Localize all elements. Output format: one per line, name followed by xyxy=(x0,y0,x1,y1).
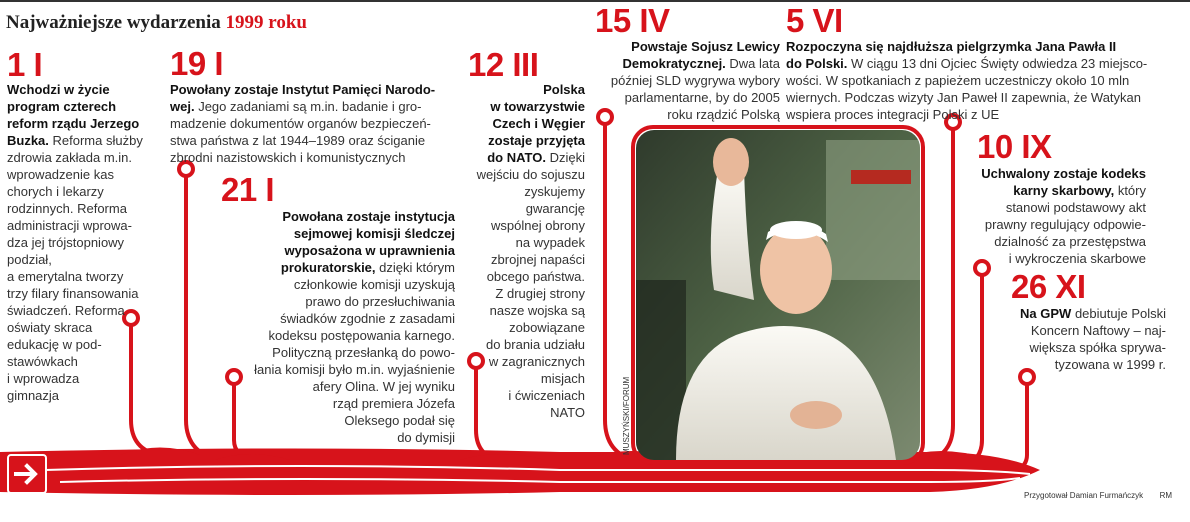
event-line-bold: Powołany zostaje Instytut Pamięci Narodo- xyxy=(170,82,436,97)
event-line xyxy=(7,387,157,404)
event-line-text: tyzowana w 1999 r. xyxy=(1054,357,1166,372)
event-line xyxy=(455,149,585,166)
event-line-text: świadczeń. Reforma xyxy=(7,303,125,318)
event-line-bold: Powołana zostaje instytucja xyxy=(282,209,455,224)
event-line xyxy=(7,319,157,336)
event-line xyxy=(210,259,455,276)
pope-photo xyxy=(636,130,920,460)
event-line-text: administracji wprowa- xyxy=(7,218,132,233)
event-line-text: Oleksego podał się xyxy=(344,413,455,428)
event-line-text: stawówkach xyxy=(7,354,78,369)
event-line-text: większa spółka sprywa- xyxy=(1029,340,1166,355)
event-line xyxy=(7,200,157,217)
event-line xyxy=(455,353,585,370)
event-line-bold: Czech i Węgier xyxy=(492,116,585,131)
event-line-bold: sejmowej komisji śledczej xyxy=(293,226,455,241)
event-line-bold: reform rządu Jerzego xyxy=(7,116,140,131)
event-line-bold: do Polski. xyxy=(786,56,848,71)
footer xyxy=(1024,491,1172,500)
event-line-text: zbrodni nazistowskich i komunistycznych xyxy=(170,150,406,165)
event-line xyxy=(210,378,455,395)
event-line xyxy=(1000,322,1166,339)
event-line-text: Koncern Naftowy – naj- xyxy=(1030,323,1166,338)
event-line-bold: Uchwalony zostaje kodeks xyxy=(981,166,1146,181)
event-line-bold: prokuratorskie, xyxy=(280,260,376,275)
event-line xyxy=(590,55,780,72)
event-line xyxy=(786,72,1156,89)
event-line xyxy=(786,38,1156,55)
event-line xyxy=(7,81,157,98)
event-line-text: gwarancję xyxy=(525,201,585,216)
arrow-box xyxy=(7,454,47,494)
event-line xyxy=(7,217,157,234)
event-line-bold: karny skarbowy, xyxy=(1013,183,1115,198)
event-line-text: stanowi podstawowy akt xyxy=(1005,200,1146,215)
event-line xyxy=(786,106,1156,123)
event-line-bold: Polska xyxy=(543,82,585,97)
event-text-5-vi xyxy=(786,38,1156,123)
event-line-text: członkowie komisji uzyskują xyxy=(293,277,455,292)
event-line-text: trzy filary finansowania xyxy=(7,286,139,301)
event-line xyxy=(7,98,157,115)
event-line-text: Dwa lata xyxy=(725,56,780,71)
arrow-right-icon xyxy=(7,454,47,494)
event-line-text: i ćwiczeniach xyxy=(508,388,585,403)
event-text-19-i xyxy=(170,81,470,166)
event-line-text: zobowiązane xyxy=(509,320,585,335)
event-line xyxy=(455,200,585,217)
event-line xyxy=(590,89,780,106)
title-main: Najważniejsze wydarzenia xyxy=(6,12,221,33)
event-line-text: rząd premiera Józefa xyxy=(332,396,455,411)
event-line-text: rodzinnych. Reforma xyxy=(7,201,127,216)
event-line xyxy=(7,336,157,353)
event-line xyxy=(455,285,585,302)
event-line xyxy=(455,387,585,404)
event-line-bold: do NATO. xyxy=(487,150,546,165)
event-line-text: dzialność za przestępstwa xyxy=(994,234,1146,249)
event-line xyxy=(455,319,585,336)
event-line-text: wiernych. Podczas wizyty Jan Paweł II zapewnia, że Watykan xyxy=(786,90,1141,105)
event-line xyxy=(455,81,585,98)
event-line-text: do dymisji xyxy=(397,430,455,445)
event-line xyxy=(210,225,455,242)
event-line-text: Z drugiej strony xyxy=(495,286,585,301)
event-line xyxy=(7,115,157,132)
event-line-text: podział, xyxy=(7,252,52,267)
event-line xyxy=(7,166,157,183)
event-line-text: prawo do przesłuchiwania xyxy=(305,294,455,309)
stem-10-ix xyxy=(960,268,982,466)
event-line-text: dzięki którym xyxy=(375,260,455,275)
event-line-text: i wprowadza xyxy=(7,371,80,386)
event-line xyxy=(960,182,1146,199)
event-line xyxy=(210,395,455,412)
footer-initials: RM xyxy=(1159,491,1173,500)
event-line xyxy=(455,132,585,149)
event-line-text: wspiera proces integracji Polski z UE xyxy=(786,107,1000,122)
event-text-12-iii xyxy=(455,81,585,421)
pope-photo-illustration xyxy=(636,130,920,460)
event-line-text: Polityczną przesłanką do powo- xyxy=(272,345,455,360)
event-line xyxy=(210,293,455,310)
event-line xyxy=(960,233,1146,250)
date-12-iii: 12 III xyxy=(468,46,539,83)
event-line xyxy=(170,115,470,132)
event-line-text: później SLD wygrywa wybory xyxy=(610,73,780,88)
event-line xyxy=(210,412,455,429)
footer-author: Przygotował Damian Furmańczyk xyxy=(1024,491,1144,500)
event-line-bold: wyposażona w uprawnienia xyxy=(284,243,455,258)
event-line xyxy=(1000,339,1166,356)
stem-5-vi xyxy=(925,122,953,462)
event-line xyxy=(170,81,470,98)
event-line xyxy=(455,98,585,115)
event-line xyxy=(210,276,455,293)
event-line xyxy=(210,310,455,327)
event-line-text: gimnazja xyxy=(7,388,60,403)
event-line xyxy=(786,55,1156,72)
event-text-15-iv xyxy=(590,38,780,123)
event-line-text: oświaty skraca xyxy=(7,320,93,335)
event-line-text: misjach xyxy=(540,371,585,386)
date-5-vi: 5 VI xyxy=(786,2,843,39)
event-line xyxy=(170,149,470,166)
event-line-text: wprowadzenie kas xyxy=(7,167,114,182)
event-line xyxy=(210,327,455,344)
event-line xyxy=(455,166,585,183)
event-line-text: parlamentarne, by do 2005 xyxy=(624,90,780,105)
event-line-text: wejściu do sojuszu xyxy=(476,167,585,182)
event-line-text: kodeksu postępowania karnego. xyxy=(268,328,455,343)
event-line-bold: Wchodzi w życie xyxy=(7,82,110,97)
event-line-text: do brania udziału xyxy=(485,337,585,352)
event-text-10-ix xyxy=(960,165,1146,267)
title-year: 1999 roku xyxy=(225,12,307,33)
event-line-text: edukację w pod- xyxy=(7,337,102,352)
event-line-text: Dzięki xyxy=(545,150,585,165)
event-line xyxy=(960,165,1146,182)
event-line-text: madzenie dokumentów organów bezpieczeń- xyxy=(170,116,431,131)
event-line xyxy=(960,199,1146,216)
event-line-text: na wypadek xyxy=(515,235,585,250)
event-line-text: wspólnej obrony xyxy=(491,218,585,233)
event-text-26-xi xyxy=(1000,305,1166,373)
event-line-text: stwa państwa z lat 1944–1989 oraz ściganie xyxy=(170,133,426,148)
event-line-bold: w towarzystwie xyxy=(490,99,585,114)
event-line xyxy=(455,234,585,251)
event-line xyxy=(210,429,455,446)
event-line-text: i wykroczenia skarbowe xyxy=(1008,251,1146,266)
event-line xyxy=(960,250,1146,267)
event-line xyxy=(1000,305,1166,322)
event-line-text: w zagranicznych xyxy=(488,354,585,369)
event-line xyxy=(455,115,585,132)
event-text-21-i xyxy=(210,208,455,446)
event-line-bold: program czterech xyxy=(7,99,117,114)
event-line-bold: wej. xyxy=(170,99,195,114)
event-line xyxy=(455,183,585,200)
event-line-text: debiutuje Polski xyxy=(1071,306,1166,321)
event-line xyxy=(1000,356,1166,373)
event-line xyxy=(7,370,157,387)
event-line xyxy=(7,234,157,251)
event-line xyxy=(170,132,470,149)
event-line-text: łania komisji było m.in. wyjaśnienie xyxy=(254,362,455,377)
event-line xyxy=(960,216,1146,233)
event-line xyxy=(7,353,157,370)
event-line-text: a emerytalna tworzy xyxy=(7,269,124,284)
event-text-1-i xyxy=(7,81,157,404)
date-1-i: 1 I xyxy=(7,46,43,83)
event-line xyxy=(455,268,585,285)
event-line-bold: Rozpoczyna się najdłuższa pielgrzymka Jana Pawła II xyxy=(786,39,1117,54)
event-line-text: Reforma służby xyxy=(48,133,143,148)
event-line-text: Jego zadaniami są m.in. badanie i gro- xyxy=(194,99,422,114)
event-line xyxy=(210,344,455,361)
event-line xyxy=(590,72,780,89)
event-line xyxy=(7,149,157,166)
event-line-text: obcego państwa. xyxy=(486,269,585,284)
photo-credit: MUSZYŃSKI/FORUM xyxy=(622,376,631,455)
event-line-text: świadków zgodnie z zasadami xyxy=(280,311,455,326)
event-line-text: zdrowia zakłada m.in. xyxy=(7,150,132,165)
event-line xyxy=(590,106,780,123)
event-line-bold: Na GPW xyxy=(1020,306,1072,321)
event-line xyxy=(7,268,157,285)
event-line xyxy=(455,302,585,319)
event-line xyxy=(7,132,157,149)
date-15-iv: 15 IV xyxy=(595,2,670,39)
event-line-text: zyskujemy xyxy=(524,184,585,199)
event-line-text: nasze wojska są xyxy=(489,303,585,318)
event-line xyxy=(590,38,780,55)
event-line xyxy=(455,370,585,387)
event-line-bold: Powstaje Sojusz Lewicy xyxy=(631,39,780,54)
event-line-text: wości. W spotkaniach z papieżem uczestniczy około 10 mln xyxy=(786,73,1130,88)
event-line xyxy=(210,361,455,378)
event-line-text: W ciągu 13 dni Ojciec Święty odwiedza 23 miejsco- xyxy=(847,56,1148,71)
event-line-bold: zostaje przyjęta xyxy=(488,133,585,148)
date-19-i: 19 I xyxy=(170,45,224,82)
event-line xyxy=(455,217,585,234)
event-line-text: afery Olina. W jej wyniku xyxy=(312,379,455,394)
event-line-text: chorych i lekarzy xyxy=(7,184,104,199)
event-line xyxy=(455,404,585,421)
event-line-text: NATO xyxy=(550,405,585,420)
event-line xyxy=(170,98,470,115)
event-line-text: prawny regulujący odpowie- xyxy=(984,217,1146,232)
event-line xyxy=(7,285,157,302)
event-line-text: zbrojnej napaści xyxy=(491,252,585,267)
event-line-text: dza jej trójstopniowy xyxy=(7,235,125,250)
date-26-xi: 26 XI xyxy=(1011,268,1086,305)
event-line xyxy=(455,336,585,353)
event-line-bold: Buzka. xyxy=(7,133,49,148)
event-line-bold: Demokratycznej. xyxy=(622,56,726,71)
date-21-i: 21 I xyxy=(221,171,275,208)
event-line xyxy=(210,208,455,225)
event-line xyxy=(455,251,585,268)
event-line-text: który xyxy=(1114,183,1146,198)
event-line-text: roku rządzić Polską xyxy=(667,107,780,122)
event-line xyxy=(7,251,157,268)
date-10-ix: 10 IX xyxy=(977,128,1052,165)
event-line xyxy=(7,183,157,200)
event-line xyxy=(786,89,1156,106)
event-line xyxy=(210,242,455,259)
event-line xyxy=(7,302,157,319)
